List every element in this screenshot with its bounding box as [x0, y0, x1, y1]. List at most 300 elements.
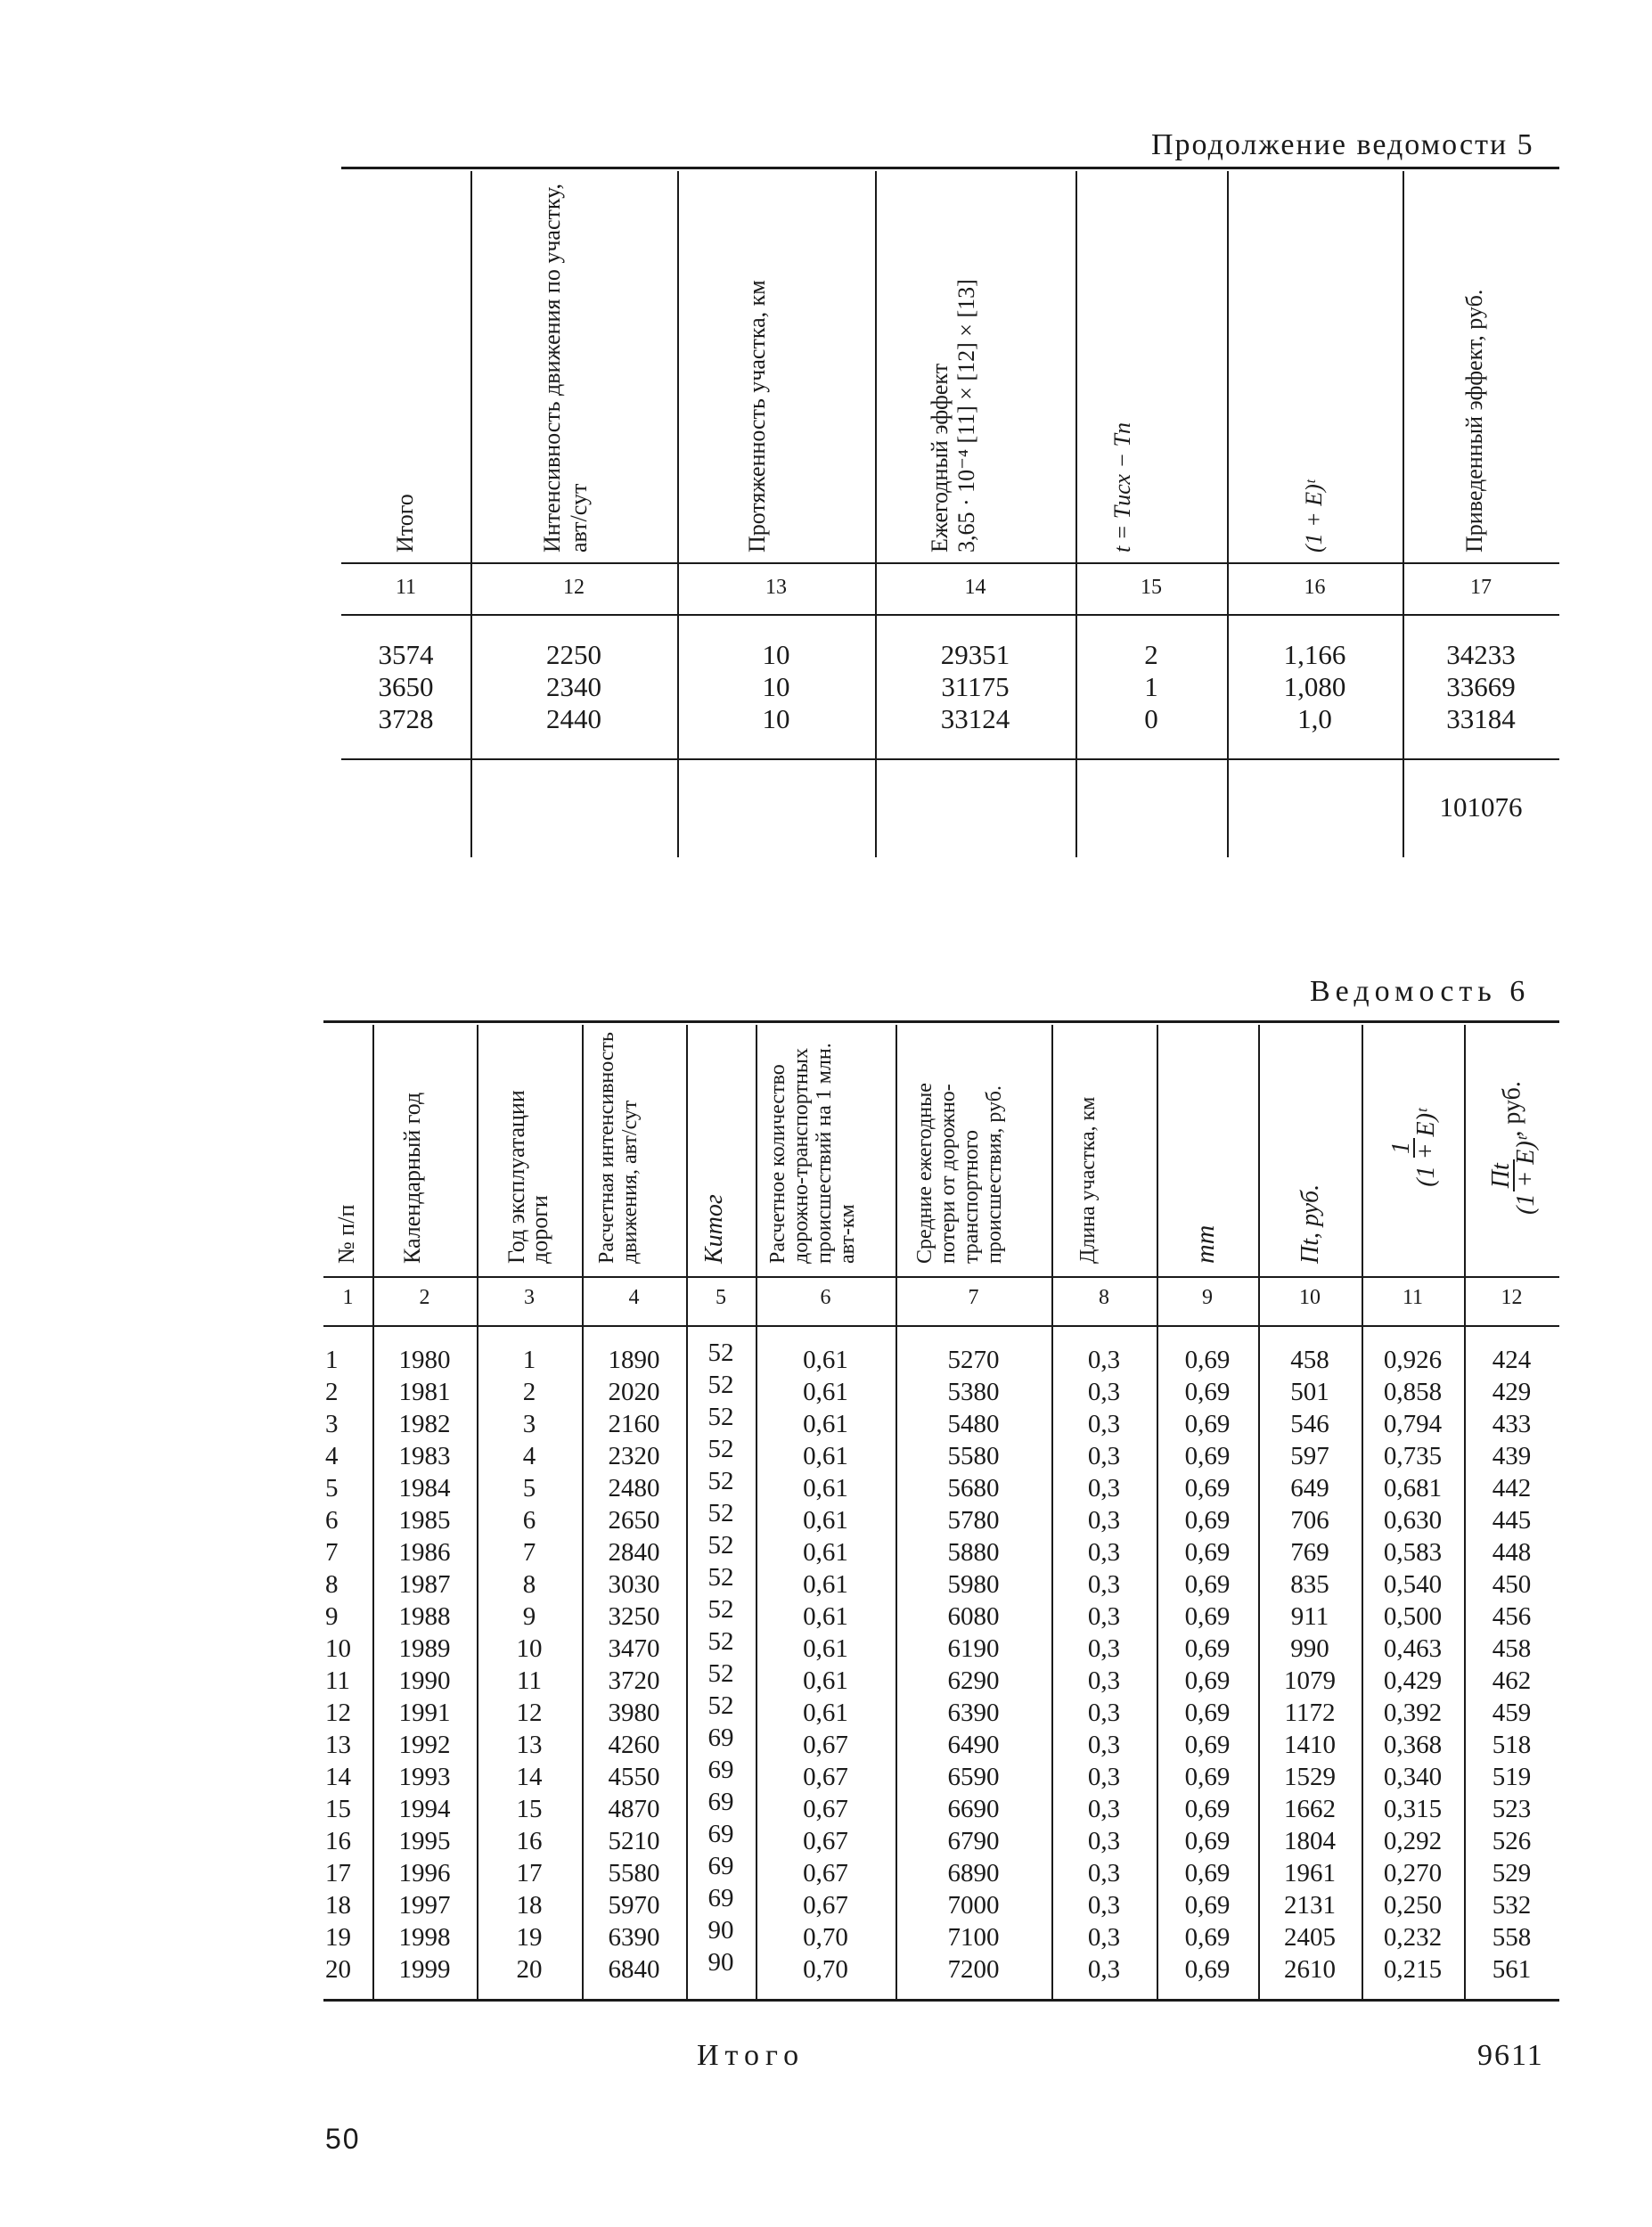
t2-cell: 4: [325, 1442, 339, 1470]
t2-cell: 0,70: [803, 1955, 848, 1984]
t2-cell: 445: [1492, 1506, 1532, 1535]
t2-cell: 0,3: [1087, 1731, 1121, 1759]
t2-cell: 1990: [398, 1666, 451, 1695]
t2-cell: 0,735: [1383, 1442, 1443, 1470]
t2-cell: 6840: [608, 1955, 660, 1984]
t1-cell: 2250: [546, 639, 601, 670]
t2-cell: 0,67: [803, 1827, 848, 1855]
t1-header-13: Протяженность участка, км: [744, 280, 770, 553]
t2-cell: 52: [707, 1563, 734, 1592]
t2-cell: 0,61: [803, 1538, 848, 1567]
continuation-title: Продолжение ведомости 5: [1151, 128, 1534, 161]
t2-cell: 523: [1492, 1795, 1532, 1823]
t2-cell: 561: [1492, 1955, 1532, 1984]
t2-cell: 90: [707, 1916, 734, 1945]
t2-header-12-suffix: , руб.: [1498, 1081, 1526, 1137]
t2-cell: 0,463: [1383, 1634, 1443, 1663]
t2-cell: 0,429: [1383, 1666, 1443, 1695]
t2-cell: 14: [325, 1763, 351, 1791]
t1-colnum-16: 16: [1304, 576, 1326, 599]
t2-cell: 20: [516, 1955, 543, 1984]
t2-cell: 459: [1492, 1699, 1532, 1727]
t2-cell: 0,500: [1383, 1602, 1443, 1631]
t1-header-16: (1 + E)ᵗ: [1301, 479, 1327, 553]
t2-cell: 5480: [947, 1410, 1000, 1438]
t2-cell: 3980: [608, 1699, 660, 1727]
t2-cell: 1995: [398, 1827, 451, 1855]
t1-colnum-15: 15: [1141, 576, 1162, 599]
t2-cell: 52: [707, 1499, 734, 1527]
t2-cell: 3030: [608, 1570, 660, 1599]
t2-cell: 1987: [398, 1570, 451, 1599]
t2-colnum-6: 6: [820, 1286, 831, 1309]
t2-colnum-1: 1: [342, 1286, 354, 1309]
t2-cell: 52: [707, 1691, 734, 1720]
t2-cell: 0,630: [1383, 1506, 1443, 1535]
t2-cell: 1986: [398, 1538, 451, 1567]
t2-header-11: [1387, 1032, 1440, 1264]
t2-cell: 1079: [1284, 1666, 1336, 1695]
t2-cell: 1993: [398, 1763, 451, 1791]
t2-cell: 519: [1492, 1763, 1532, 1791]
t2-cell: 4870: [608, 1795, 660, 1823]
t2-header-4: Расчетная интенсивность движения, авт/сут: [595, 1032, 642, 1264]
t2-header-6: Расчетное количество дорожно-транспортных происшествий на 1 млн. авт-км: [766, 1043, 859, 1264]
t1-colnum-17: 17: [1470, 576, 1492, 599]
t2-cell: 9: [325, 1602, 339, 1631]
t1-header-15: t = Tисх − Tп: [1109, 422, 1135, 553]
t2-cell: 0,69: [1184, 1923, 1231, 1952]
t2-cell: 9: [522, 1602, 536, 1631]
t2-cell: 0,67: [803, 1731, 848, 1759]
t2-header-3: Год эксплуатации дороги: [503, 1090, 552, 1264]
t2-cell: 13: [325, 1731, 351, 1759]
t2-cell: 1: [522, 1346, 536, 1374]
t2-cell: 0,292: [1383, 1827, 1443, 1855]
t2-cell: 5680: [947, 1474, 1000, 1502]
t2-cell: 911: [1290, 1602, 1329, 1631]
t2-cell: 17: [325, 1859, 351, 1887]
t2-cell: 1982: [398, 1410, 451, 1438]
t1-cell: 10: [762, 639, 790, 670]
t2-bottom-rule: [323, 1999, 1559, 2002]
t2-cell: 0,3: [1087, 1763, 1121, 1791]
t2-cell: 1988: [398, 1602, 451, 1631]
t2-cell: 0,69: [1184, 1410, 1231, 1438]
t2-cell: 13: [516, 1731, 543, 1759]
t2-cell: 424: [1492, 1346, 1532, 1374]
t2-cell: 433: [1492, 1410, 1532, 1438]
t2-cell: 0,3: [1087, 1699, 1121, 1727]
t2-cell: 0,926: [1383, 1346, 1443, 1374]
t2-cell: 0,3: [1087, 1474, 1121, 1502]
t2-cell: 52: [707, 1627, 734, 1656]
t2-cell: 12: [516, 1699, 543, 1727]
t2-cell: 0,69: [1184, 1442, 1231, 1470]
t2-cell: 4550: [608, 1763, 660, 1791]
t2-cell: 16: [516, 1827, 543, 1855]
t2-cell: 7000: [947, 1891, 1000, 1920]
t2-cell: 0,69: [1184, 1570, 1231, 1599]
t2-cell: 450: [1492, 1570, 1532, 1599]
t2-cell: 0,583: [1383, 1538, 1443, 1567]
t2-cell: 52: [707, 1435, 734, 1463]
t2-cell: 0,69: [1184, 1891, 1231, 1920]
t2-cell: 0,69: [1184, 1666, 1231, 1695]
t1-colnum-11: 11: [395, 576, 417, 599]
t2-cell: 1998: [398, 1923, 451, 1952]
t2-cell: 1992: [398, 1731, 451, 1759]
t2-cell: 1996: [398, 1859, 451, 1887]
t2-cell: 649: [1290, 1474, 1329, 1502]
t1-colnum-14: 14: [964, 576, 986, 599]
t2-cell: 18: [516, 1891, 543, 1920]
t1-cell: 3574: [378, 639, 434, 670]
t1-header-17: Приведенный эффект, руб.: [1461, 289, 1487, 553]
t2-cell: 0,70: [803, 1923, 848, 1952]
t2-cell: 442: [1492, 1474, 1532, 1502]
t2-cell: 20: [325, 1955, 351, 1984]
t2-cell: 0,215: [1383, 1955, 1443, 1984]
t2-cell: 0,69: [1184, 1955, 1231, 1984]
t2-colnum-4: 4: [628, 1286, 640, 1309]
t1-colnum-12: 12: [563, 576, 585, 599]
t2-cell: 7: [522, 1538, 536, 1567]
t1-cell: 3728: [378, 703, 434, 734]
t2-cell: 0,69: [1184, 1538, 1231, 1567]
t2-cell: 2840: [608, 1538, 660, 1567]
t2-cell: 769: [1290, 1538, 1329, 1567]
t1-cell: 1,080: [1283, 671, 1346, 702]
t2-cell: 0,69: [1184, 1699, 1231, 1727]
t2-cell: 0,3: [1087, 1570, 1121, 1599]
t2-header-12: [1487, 1032, 1540, 1264]
page-number: 50: [325, 2123, 361, 2155]
t2-cell: 0,69: [1184, 1763, 1231, 1791]
t2-cell: 6790: [947, 1827, 1000, 1855]
t2-cell: 2: [325, 1378, 339, 1406]
t2-cell: 0,3: [1087, 1378, 1121, 1406]
t2-cell: 6080: [947, 1602, 1000, 1631]
t2-cell: 3250: [608, 1602, 660, 1631]
t1-cell: 34233: [1446, 639, 1516, 670]
t2-cell: 10: [325, 1634, 351, 1663]
t2-colnum-2: 2: [419, 1286, 430, 1309]
t2-cell: 0,3: [1087, 1346, 1121, 1374]
t2-cell: 0,61: [803, 1506, 848, 1535]
t2-cell: 1989: [398, 1634, 451, 1663]
t2-cell: 3: [522, 1410, 536, 1438]
t2-colnum-10: 10: [1299, 1286, 1321, 1309]
t1-number-rule: [341, 614, 1559, 616]
t2-colnum-7: 7: [968, 1286, 979, 1309]
t2-cell: 6290: [947, 1666, 1000, 1695]
t1-cell: 31175: [941, 671, 1010, 702]
t2-colnum-11: 11: [1402, 1286, 1424, 1309]
t2-colnum-8: 8: [1099, 1286, 1109, 1309]
t2-cell: 5210: [608, 1827, 660, 1855]
t2-cell: 3720: [608, 1666, 660, 1695]
t2-cell: 0,3: [1087, 1410, 1121, 1438]
t2-header-10: Пt, руб.: [1296, 1183, 1324, 1264]
t2-cell: 17: [516, 1859, 543, 1887]
t2-cell: 6490: [947, 1731, 1000, 1759]
t2-cell: 462: [1492, 1666, 1532, 1695]
t2-cell: 5780: [947, 1506, 1000, 1535]
t1-cell: 10: [762, 671, 790, 702]
t2-cell: 0,67: [803, 1859, 848, 1887]
t2-cell: 0,3: [1087, 1538, 1121, 1567]
t2-cell: 19: [516, 1923, 543, 1952]
t2-cell: 52: [707, 1531, 734, 1560]
t2-cell: 1991: [398, 1699, 451, 1727]
t2-cell: 5880: [947, 1538, 1000, 1567]
t2-cell: 0,61: [803, 1570, 848, 1599]
t1-total-rule: [341, 758, 1559, 760]
t2-cell: 2405: [1284, 1923, 1336, 1952]
t2-cell: 0,340: [1383, 1763, 1443, 1791]
t2-header-1: № п/п: [333, 1204, 359, 1264]
t2-cell: 529: [1492, 1859, 1532, 1887]
t1-cell: 2: [1144, 639, 1158, 670]
t2-cell: 0,69: [1184, 1602, 1231, 1631]
t2-cell: 1890: [608, 1346, 660, 1374]
t2-cell: 5380: [947, 1378, 1000, 1406]
t2-cell: 6690: [947, 1795, 1000, 1823]
t2-colnum-3: 3: [524, 1286, 535, 1309]
t2-cell: 0,3: [1087, 1634, 1121, 1663]
t2-cell: 3470: [608, 1634, 660, 1663]
t1-header-11: Итого: [392, 494, 418, 553]
t2-cell: 52: [707, 1339, 734, 1367]
t2-cell: 2131: [1284, 1891, 1336, 1920]
t2-cell: 0,67: [803, 1891, 848, 1920]
t2-cell: 0,67: [803, 1763, 848, 1791]
t1-header-14-line1: Ежегодный эффект: [927, 363, 953, 553]
t2-cell: 15: [516, 1795, 543, 1823]
t2-cell: 1981: [398, 1378, 451, 1406]
t2-cell: 4260: [608, 1731, 660, 1759]
t2-cell: 1410: [1284, 1731, 1336, 1759]
t2-cell: 69: [707, 1820, 734, 1848]
t2-cell: 526: [1492, 1827, 1532, 1855]
t2-cell: 0,61: [803, 1346, 848, 1374]
t1-cell: 1,0: [1297, 703, 1332, 734]
t2-cell: 518: [1492, 1731, 1532, 1759]
t1-cell: 10: [762, 703, 790, 734]
t2-cell: 0,61: [803, 1442, 848, 1470]
t2-cell: 448: [1492, 1538, 1532, 1567]
t1-cell: 3650: [378, 671, 434, 702]
t2-cell: 0,67: [803, 1795, 848, 1823]
t2-cell: 8: [522, 1570, 536, 1599]
t2-cell: 52: [707, 1403, 734, 1431]
t2-header-7: Средние ежегодные потери от дорожно-транспортного происшествия, руб.: [913, 1083, 1006, 1264]
t2-cell: 0,69: [1184, 1346, 1231, 1374]
t2-header-12-den: (1 + E)ᵗ: [1512, 1136, 1540, 1215]
t2-cell: 1997: [398, 1891, 451, 1920]
t2-cell: 0,3: [1087, 1666, 1121, 1695]
t2-cell: 0,3: [1087, 1955, 1121, 1984]
t2-cell: 6390: [608, 1923, 660, 1952]
t2-cell: 2160: [608, 1410, 660, 1438]
t1-cell: 33184: [1446, 703, 1516, 734]
t2-cell: 5580: [608, 1859, 660, 1887]
t2-cell: 5580: [947, 1442, 1000, 1470]
t2-header-11-num: 1: [1390, 1138, 1415, 1158]
t2-cell: 52: [707, 1659, 734, 1688]
t2-cell: 1980: [398, 1346, 451, 1374]
t2-cell: 532: [1492, 1891, 1532, 1920]
t1-colnum-13: 13: [765, 576, 787, 599]
t2-cell: 0,69: [1184, 1859, 1231, 1887]
t2-cell: 458: [1290, 1346, 1329, 1374]
t1-vline-5: [1227, 171, 1229, 857]
t2-total-value: 9611: [1477, 2039, 1544, 2072]
t2-cell: 15: [325, 1795, 351, 1823]
t2-number-rule: [323, 1325, 1559, 1327]
t2-cell: 90: [707, 1948, 734, 1977]
t2-cell: 1804: [1284, 1827, 1336, 1855]
t2-cell: 0,3: [1087, 1795, 1121, 1823]
t2-cell: 11: [517, 1666, 542, 1695]
t1-header-rule: [341, 562, 1559, 564]
t2-cell: 439: [1492, 1442, 1532, 1470]
t1-cell: 1,166: [1283, 639, 1346, 670]
t2-cell: 7100: [947, 1923, 1000, 1952]
t2-cell: 0,232: [1383, 1923, 1443, 1952]
t2-cell: 1529: [1284, 1763, 1336, 1791]
t2-cell: 456: [1492, 1602, 1532, 1631]
t2-cell: 0,61: [803, 1474, 848, 1502]
t2-cell: 0,69: [1184, 1474, 1231, 1502]
t2-cell: 0,540: [1383, 1570, 1443, 1599]
t2-cell: 2480: [608, 1474, 660, 1502]
t2-cell: 5970: [608, 1891, 660, 1920]
t2-cell: 0,61: [803, 1410, 848, 1438]
t1-cell: 2340: [546, 671, 601, 702]
t2-cell: 990: [1290, 1634, 1329, 1663]
t2-colnum-5: 5: [716, 1286, 726, 1309]
t2-cell: 2: [522, 1378, 536, 1406]
t1-vline-6: [1403, 171, 1404, 857]
t2-cell: 0,61: [803, 1699, 848, 1727]
t2-cell: 16: [325, 1827, 351, 1855]
t2-cell: 69: [707, 1723, 734, 1752]
t2-cell: 0,61: [803, 1634, 848, 1663]
t2-cell: 8: [325, 1570, 339, 1599]
t2-cell: 0,681: [1383, 1474, 1443, 1502]
t2-header-rule: [323, 1276, 1559, 1278]
t2-cell: 0,392: [1383, 1699, 1443, 1727]
t2-cell: 7200: [947, 1955, 1000, 1984]
t2-cell: 0,69: [1184, 1827, 1231, 1855]
t2-cell: 1662: [1284, 1795, 1336, 1823]
t2-cell: 546: [1290, 1410, 1329, 1438]
t2-total-label: Итого: [697, 2039, 806, 2072]
t2-cell: 0,858: [1383, 1378, 1443, 1406]
t2-cell: 0,69: [1184, 1634, 1231, 1663]
t2-cell: 19: [325, 1923, 351, 1952]
t2-header-12-num: Пt: [1490, 1159, 1515, 1191]
t2-cell: 1983: [398, 1442, 451, 1470]
t1-cell: 33669: [1446, 671, 1516, 702]
t2-cell: 0,794: [1383, 1410, 1443, 1438]
t2-cell: 2020: [608, 1378, 660, 1406]
t2-colnum-12: 12: [1501, 1286, 1523, 1309]
t2-header-11-den: (1 + E)ᵗ: [1412, 1109, 1440, 1187]
table1-top-rule: [341, 167, 1559, 169]
t2-cell: 69: [707, 1788, 734, 1816]
t2-cell: 0,3: [1087, 1506, 1121, 1535]
t2-cell: 52: [707, 1371, 734, 1399]
t2-cell: 2610: [1284, 1955, 1336, 1984]
t2-cell: 1961: [1284, 1859, 1336, 1887]
t2-cell: 0,3: [1087, 1827, 1121, 1855]
t2-cell: 0,69: [1184, 1795, 1231, 1823]
t2-cell: 0,368: [1383, 1731, 1443, 1759]
t2-cell: 69: [707, 1884, 734, 1912]
t2-cell: 1984: [398, 1474, 451, 1502]
t2-cell: 52: [707, 1467, 734, 1495]
t2-cell: 0,69: [1184, 1506, 1231, 1535]
t2-cell: 558: [1492, 1923, 1532, 1952]
t2-header-2: Календарный год: [399, 1092, 425, 1264]
t2-cell: 12: [325, 1699, 351, 1727]
t2-header-9: mт: [1190, 1224, 1220, 1264]
t2-cell: 501: [1290, 1378, 1329, 1406]
t2-cell: 429: [1492, 1378, 1532, 1406]
t1-vline-1: [470, 171, 472, 857]
t2-cell: 0,250: [1383, 1891, 1443, 1920]
t2-header-5: Kитог: [700, 1194, 728, 1264]
t2-cell: 18: [325, 1891, 351, 1920]
t2-colnum-9: 9: [1202, 1286, 1213, 1309]
t2-cell: 5270: [947, 1346, 1000, 1374]
t2-cell: 1994: [398, 1795, 451, 1823]
t2-header-8: Длина участка, км: [1076, 1096, 1100, 1264]
t2-cell: 0,69: [1184, 1731, 1231, 1759]
t1-cell: 33124: [940, 703, 1010, 734]
t2-cell: 0,3: [1087, 1442, 1121, 1470]
t2-cell: 0,315: [1383, 1795, 1443, 1823]
t1-cell: 29351: [940, 639, 1010, 670]
t2-cell: 597: [1290, 1442, 1329, 1470]
t2-cell: 706: [1290, 1506, 1329, 1535]
t2-cell: 2650: [608, 1506, 660, 1535]
t2-cell: 0,3: [1087, 1859, 1121, 1887]
t2-cell: 6: [522, 1506, 536, 1535]
t1-cell: 2440: [546, 703, 601, 734]
t2-cell: 0,61: [803, 1666, 848, 1695]
t2-cell: 0,3: [1087, 1602, 1121, 1631]
t2-cell: 5980: [947, 1570, 1000, 1599]
t1-total-value: 101076: [1439, 791, 1523, 823]
t2-cell: 0,61: [803, 1378, 848, 1406]
t2-cell: 0,3: [1087, 1891, 1121, 1920]
t2-cell: 835: [1290, 1570, 1329, 1599]
t2-cell: 1999: [398, 1955, 451, 1984]
t2-cell: 4: [522, 1442, 536, 1470]
t2-cell: 6: [325, 1506, 339, 1535]
t1-vline-2: [677, 171, 679, 857]
t1-header-14-line2: 3,65 · 10⁻⁴ [11] × [12] × [13]: [953, 279, 979, 553]
t1-header-12: Интенсивность движения по участку, авт/сут: [539, 183, 592, 553]
t2-cell: 0,3: [1087, 1923, 1121, 1952]
t1-vline-3: [875, 171, 877, 857]
statement6-title: Ведомость 6: [1310, 975, 1531, 1008]
t2-cell: 0,69: [1184, 1378, 1231, 1406]
